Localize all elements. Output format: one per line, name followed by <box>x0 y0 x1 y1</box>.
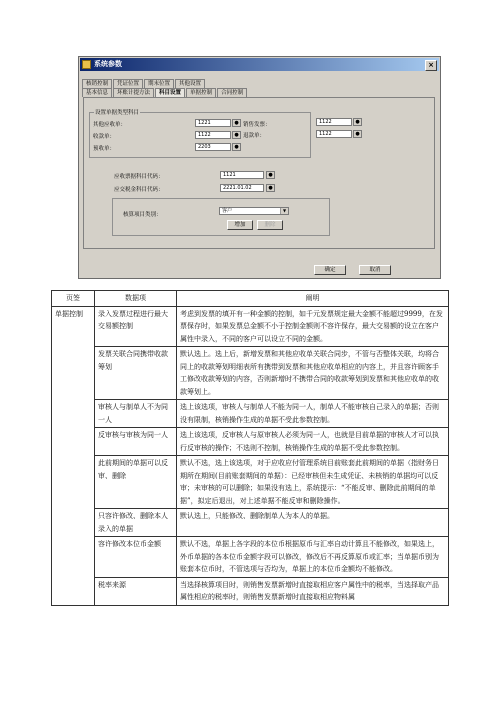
other-receivable-field[interactable]: 1221 <box>195 119 231 127</box>
item-cell: 反审核与审核为同一人 <box>95 428 177 456</box>
group-title: 设置单据类型科目 <box>95 110 140 116</box>
close-button[interactable]: × <box>425 60 437 71</box>
tab-row-1 <box>82 79 206 88</box>
lookup-icon[interactable]: ● <box>266 171 275 179</box>
dialog-title: 系统参数 <box>94 60 122 68</box>
notes-code-field[interactable]: 1121 <box>220 171 264 179</box>
item-cell: 容许修改本位币金额 <box>95 537 177 578</box>
table-row <box>52 306 449 347</box>
tab-row-2 <box>82 88 248 97</box>
sales-invoice-field[interactable]: 1122 <box>316 118 352 126</box>
desc-cell: 默认选上，只能修改、删除制单人为本人的单据。 <box>177 509 449 537</box>
check-type-select[interactable] <box>219 207 289 215</box>
add-button[interactable]: 增加 <box>227 220 253 230</box>
desc-cell: 默认不选，单据上各字段的本位币根据原币与汇率自动计算且不能修改，如果选上，外币单据的各本位币金额字段可以修改，修改后不再反算原币或汇率；当单据币别为账套本位币时，不管选项与否均为，单据上的本位币金额均不能修改。 <box>177 537 449 578</box>
header-item: 数据项 <box>95 291 177 307</box>
check-type-group <box>112 198 330 236</box>
item-cell: 此前期间的单据可以反审、删除 <box>95 456 177 509</box>
table-row <box>52 428 449 456</box>
delete-button[interactable]: 删除 <box>257 220 283 230</box>
tab-period-end-position[interactable]: 期末位置 <box>144 79 174 88</box>
desc-cell: 当选择核算项目时，则销售发票新增时直接取相应客户属性中的税率，当选择取产品属性相应的税率时，则销售发票新增时直接取相应物料属 <box>177 577 449 605</box>
tab-voucher-position[interactable]: 凭证位置 <box>113 79 143 88</box>
chevron-down-icon: ▼ <box>280 208 288 214</box>
tab-bad-debt-method[interactable]: 坏账计提方法 <box>113 88 154 97</box>
table-row <box>52 400 449 428</box>
desc-cell: 考虑到发票的填开有一种金额的控制，如千元发票规定最大金额不能超过9999，在发票保存时，如果发票总金额不小于控制金额则不容许保存，最大交易额的设立在客户属性中录入，不同的客户可以设立不同的金额。 <box>177 306 449 347</box>
tab-contract-control[interactable]: 合同控制 <box>217 88 247 97</box>
sales-invoice-label: 销售发票： <box>243 122 271 128</box>
app-icon <box>82 60 91 69</box>
item-cell: 发票关联合同携带收款筹划 <box>95 347 177 400</box>
system-params-dialog <box>78 56 441 279</box>
check-type-value: 客户 <box>222 208 233 214</box>
receipt-field[interactable]: 1122 <box>195 131 231 139</box>
lookup-icon[interactable]: ● <box>232 131 241 139</box>
ok-button[interactable]: 确定 <box>314 265 346 275</box>
cancel-button[interactable]: 取消 <box>359 265 391 275</box>
refund-field[interactable]: 1122 <box>316 130 352 138</box>
refund-label: 退款单： <box>243 133 266 139</box>
desc-cell: 选上该选项，审核人与制单人不能为同一人，制单人不能审核自己录入的单据；否则没有限制，核销操作生成的单据不受此参数控制。 <box>177 400 449 428</box>
table-row <box>52 509 449 537</box>
lookup-icon[interactable]: ● <box>266 184 275 192</box>
table-header-row <box>52 291 449 307</box>
table-row <box>52 456 449 509</box>
desc-cell: 默认选上。选上后，新增发票和其他应收单关联合同步，不管与否整体关联，均将合同上的收款筹划明细表所有携带到发票和其他应收单相应的内容上，并且容许顾客手工修改收款筹划的内容，否则新增时不携带合同的收款筹划到发票和其他应收单的收款筹划上。 <box>177 347 449 400</box>
desc-cell: 默认不选，选上该选项，对于应收应付管理系统目前账套此前期间的单据（指财务日期所在期间(目前账套期间的单据）：已经审核但未生成凭证、未核销的单据均可以反审；未审核的可以删除；如果没有选上，系统提示：“不能反审、删除此前期间的单据”，拟定后退出，对上述单据不能反审和删除操作。 <box>177 456 449 509</box>
receipt-label: 收款单： <box>93 134 116 140</box>
account-settings-panel <box>83 97 435 249</box>
item-cell: 审核人与制单人不为同一人 <box>95 400 177 428</box>
table-row <box>52 577 449 605</box>
tax-code-label: 应交税金科目代码： <box>114 187 164 193</box>
tab-basic-info[interactable]: 基本信息 <box>82 88 112 97</box>
header-desc: 阐明 <box>177 291 449 307</box>
lookup-icon[interactable]: ● <box>232 119 241 127</box>
settings-description-table <box>51 290 449 606</box>
tab-account-settings[interactable]: 科目设置 <box>155 88 185 97</box>
lookup-icon[interactable]: ● <box>353 118 362 126</box>
other-receivable-label: 其他应收单： <box>93 122 127 128</box>
desc-cell: 选上该选项，反审核人与原审核人必须为同一人，也就是目前单据的审核人才可以执行反审核的操作；不选则不控制，核销操作生成的单据不受此参数控制。 <box>177 428 449 456</box>
header-tab: 页签 <box>52 291 95 307</box>
item-cell: 税率来源 <box>95 577 177 605</box>
prepay-field[interactable]: 2203 <box>195 143 231 151</box>
tab-verify-control[interactable]: 核销控制 <box>82 79 112 88</box>
prepay-label: 预收单： <box>93 146 116 152</box>
tab-cell: 单据控制 <box>52 306 95 605</box>
table-row <box>52 537 449 578</box>
notes-code-label: 应收票据科目代码： <box>114 174 164 180</box>
document-type-account-group <box>89 112 311 158</box>
tab-document-control[interactable]: 单据控制 <box>186 88 216 97</box>
lookup-icon[interactable]: ● <box>353 130 362 138</box>
tab-other-settings[interactable]: 其他设置 <box>175 79 205 88</box>
table-row <box>52 347 449 400</box>
dialog-titlebar <box>80 58 439 71</box>
tax-code-field[interactable]: 2221.01.02 <box>220 184 264 192</box>
item-cell: 只容许修改、删除本人录入的单据 <box>95 509 177 537</box>
check-type-label: 核算项目类别： <box>123 212 162 218</box>
item-cell: 录入发票过程进行最大交易额控制 <box>95 306 177 347</box>
lookup-icon[interactable]: ● <box>232 143 241 151</box>
